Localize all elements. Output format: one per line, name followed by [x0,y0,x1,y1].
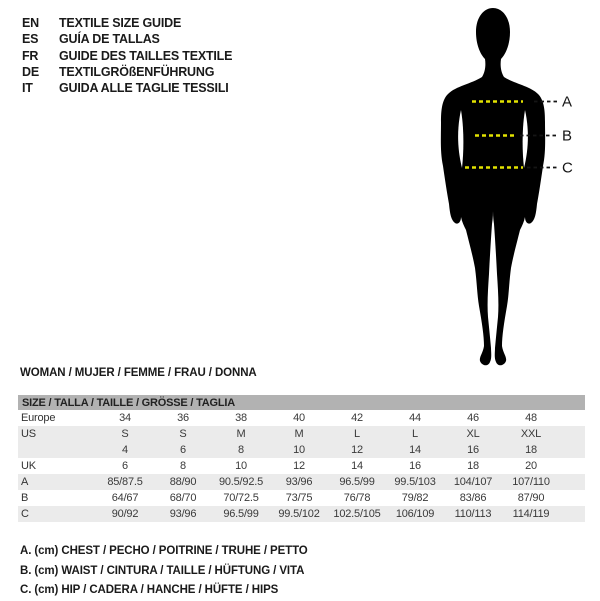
measurement-legend [20,542,308,601]
size-cell: 104/107 [444,474,502,490]
row-label: US [18,426,96,442]
language-text: TEXTILE SIZE GUIDE [59,16,182,30]
size-cell: XXL [502,426,560,442]
measure-label-a: A [562,93,573,111]
size-cell: 42 [351,412,363,424]
size-cell: 110/113 [444,506,502,522]
size-cell: 99.5/103 [386,474,444,490]
size-cell: 46 [467,412,479,424]
size-cell: 90/92 [96,506,154,522]
size-cell: 34 [119,412,131,424]
size-cell: 14 [351,460,363,472]
woman-silhouette [441,8,545,365]
table-row-b [18,490,585,506]
size-cell: 40 [293,412,305,424]
legend-line-waist: B. (cm) WAIST / CINTURA / TAILLE / HÜFTUNG / VITA [20,564,305,577]
size-cell: L [328,426,386,442]
measure-label-b: B [562,127,573,145]
row-label: UK [21,460,36,472]
language-row-it [22,80,232,96]
size-cell: 85/87.5 [96,474,154,490]
size-cell: 102.5/105 [328,506,386,522]
size-cell: 83/86 [459,492,487,504]
spacer-cell [560,474,585,490]
size-cell: 68/70 [169,492,197,504]
spacer-cell [560,506,585,522]
table-row-a [18,474,585,490]
language-code: EN [22,16,39,30]
size-cell: 20 [525,460,537,472]
size-cell: 8 [212,442,270,458]
size-cell: 10 [235,460,247,472]
spacer-cell [560,442,585,458]
size-cell: 107/110 [502,474,560,490]
row-label: A [18,474,96,490]
size-table [18,395,585,522]
size-cell: XL [444,426,502,442]
size-cell: 87/90 [517,492,545,504]
size-cell: S [96,426,154,442]
size-cell: 88/90 [154,474,212,490]
size-cell: 64/67 [111,492,139,504]
language-text: GUIDE DES TAILLES TEXTILE [59,48,233,63]
row-label: Europe [21,412,56,424]
language-text: TEXTILGRÖßENFÜHRUNG [59,64,215,79]
table-row-us-numeric [18,442,585,458]
woman-silhouette-svg [400,0,600,390]
section-title-woman: WOMAN / MUJER / FEMME / FRAU / DONNA [20,367,257,379]
size-table-body [18,395,585,522]
size-cell: 96.5/99 [328,474,386,490]
spacer-cell [560,410,585,426]
table-row-c [18,506,585,522]
size-cell: 96.5/99 [212,506,270,522]
size-cell: 38 [235,412,247,424]
language-row-en [22,15,232,31]
legend-line-chest: A. (cm) CHEST / PECHO / POITRINE / TRUHE / PETTO [20,545,308,557]
size-cell: 76/78 [343,492,371,504]
size-cell: 73/75 [285,492,313,504]
size-cell: 14 [386,442,444,458]
size-cell: 48 [525,412,537,424]
size-cell: M [212,426,270,442]
size-cell: 12 [293,460,305,472]
language-row-de [22,64,232,80]
size-cell: 36 [177,412,189,424]
size-cell: 44 [409,412,421,424]
size-cell: 99.5/102 [270,506,328,522]
size-cell: 10 [270,442,328,458]
size-cell: 16 [444,442,502,458]
table-row-uk [18,458,585,474]
size-table-header-row [18,395,585,410]
language-code: DE [22,64,39,79]
spacer-cell [560,426,585,442]
size-cell: 16 [409,460,421,472]
size-cell: 79/82 [401,492,429,504]
size-cell: 106/109 [386,506,444,522]
spacer-cell [560,490,585,506]
language-row-es [22,31,232,47]
language-text: GUIDA ALLE TAGLIE TESSILI [59,81,229,96]
size-cell: 93/96 [154,506,212,522]
size-cell: 70/72.5 [223,492,259,504]
row-label: B [21,492,29,504]
size-cell: 8 [180,460,186,472]
size-cell: 6 [154,442,212,458]
woman-silhouette-figure [400,0,600,390]
language-code: FR [22,48,39,63]
size-cell: M [270,426,328,442]
legend-line-hip: C. (cm) HIP / CADERA / HANCHE / HÜFTE / HIPS [20,584,279,597]
language-code: IT [22,81,33,96]
size-cell: 93/96 [270,474,328,490]
size-cell: 114/119 [502,506,560,522]
language-row-fr [22,48,232,64]
language-title-block [22,15,232,96]
size-cell: 18 [502,442,560,458]
size-cell: S [154,426,212,442]
size-cell: 12 [328,442,386,458]
row-label [18,442,96,458]
size-cell: 4 [96,442,154,458]
measure-label-c: C [562,159,573,177]
size-cell: 6 [122,460,128,472]
spacer-cell [560,458,585,474]
table-row-us [18,426,585,442]
size-cell: 18 [467,460,479,472]
table-row-europe [18,410,585,426]
language-code: ES [22,32,39,47]
size-cell: L [386,426,444,442]
language-text: GUÍA DE TALLAS [59,32,160,47]
size-table-header: SIZE / TALLA / TAILLE / GRÖSSE / TAGLIA [18,395,585,410]
row-label: C [18,506,96,522]
size-cell: 90.5/92.5 [212,474,270,490]
